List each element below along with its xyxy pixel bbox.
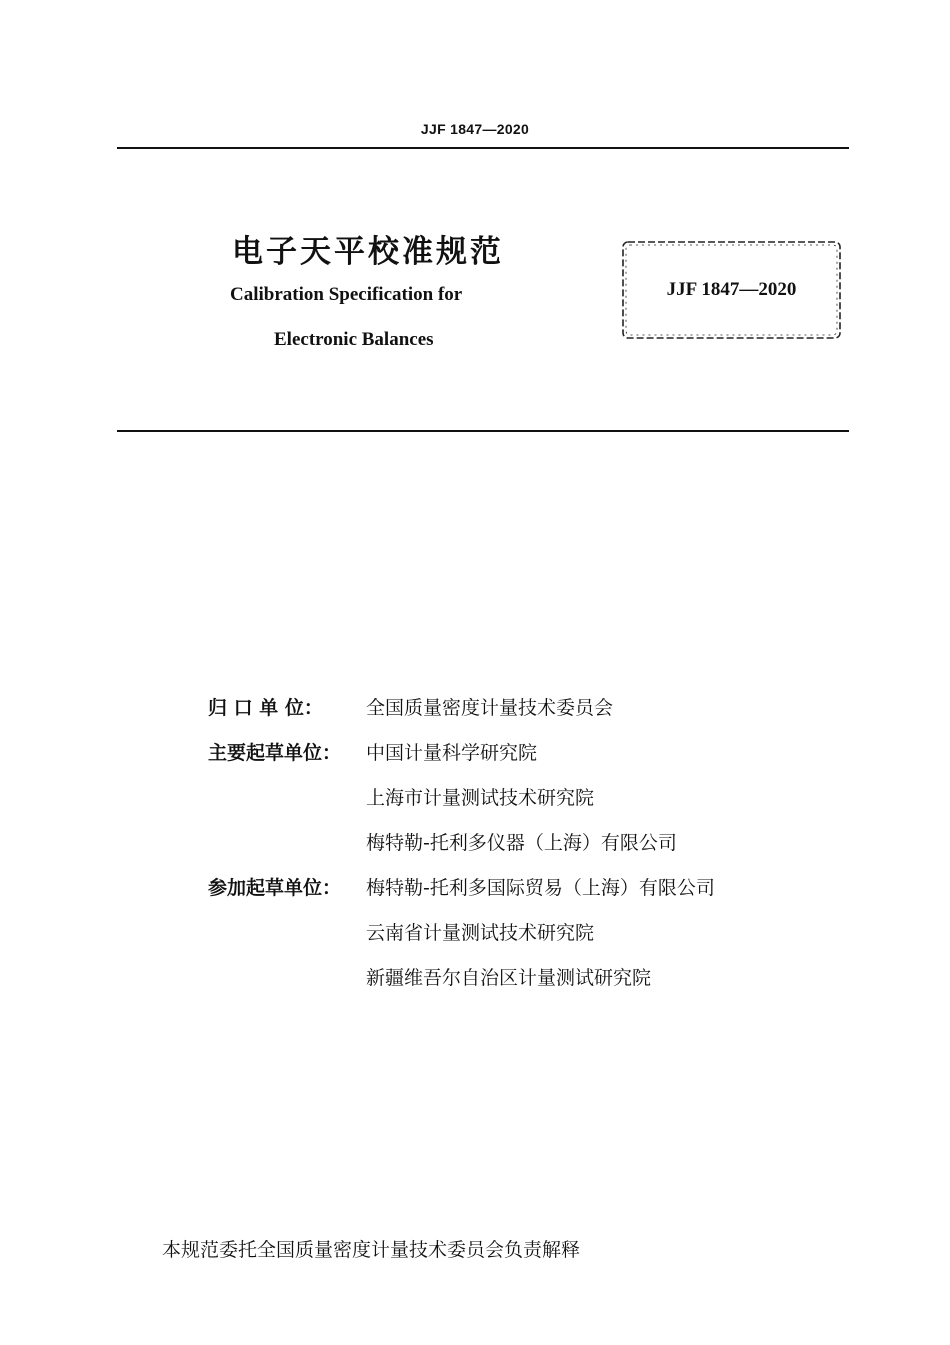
- middle-rule: [117, 430, 849, 432]
- participating-label: 参加起草单位：: [208, 877, 342, 899]
- header-code: JJF 1847—2020: [420, 121, 530, 137]
- code-box: [621, 240, 842, 340]
- top-rule: [117, 147, 849, 149]
- main-drafting-unit: 中国计量科学研究院: [366, 742, 538, 764]
- responsible-label: 归 口 单 位：: [208, 697, 323, 719]
- participating-unit: 新疆维吾尔自治区计量测试研究院: [366, 967, 652, 989]
- main-drafting-label: 主要起草单位：: [208, 742, 342, 764]
- document-title-english-line2: Electronic Balances: [274, 329, 434, 350]
- participating-unit: 梅特勒-托利多国际贸易（上海）有限公司: [366, 877, 715, 899]
- participating-unit: 云南省计量测试技术研究院: [366, 922, 595, 944]
- main-drafting-unit: 梅特勒-托利多仪器（上海）有限公司: [366, 832, 677, 854]
- document-title-english-line1: Calibration Specification for: [230, 284, 463, 305]
- main-drafting-unit: 上海市计量测试技术研究院: [366, 787, 595, 809]
- responsible-value: 全国质量密度计量技术委员会: [366, 697, 614, 719]
- document-title-chinese: 电子天平校准规范: [232, 234, 504, 270]
- footer-note: 本规范委托全国质量密度计量技术委员会负责解释: [162, 1239, 581, 1261]
- code-box-text: JJF 1847—2020: [666, 279, 797, 300]
